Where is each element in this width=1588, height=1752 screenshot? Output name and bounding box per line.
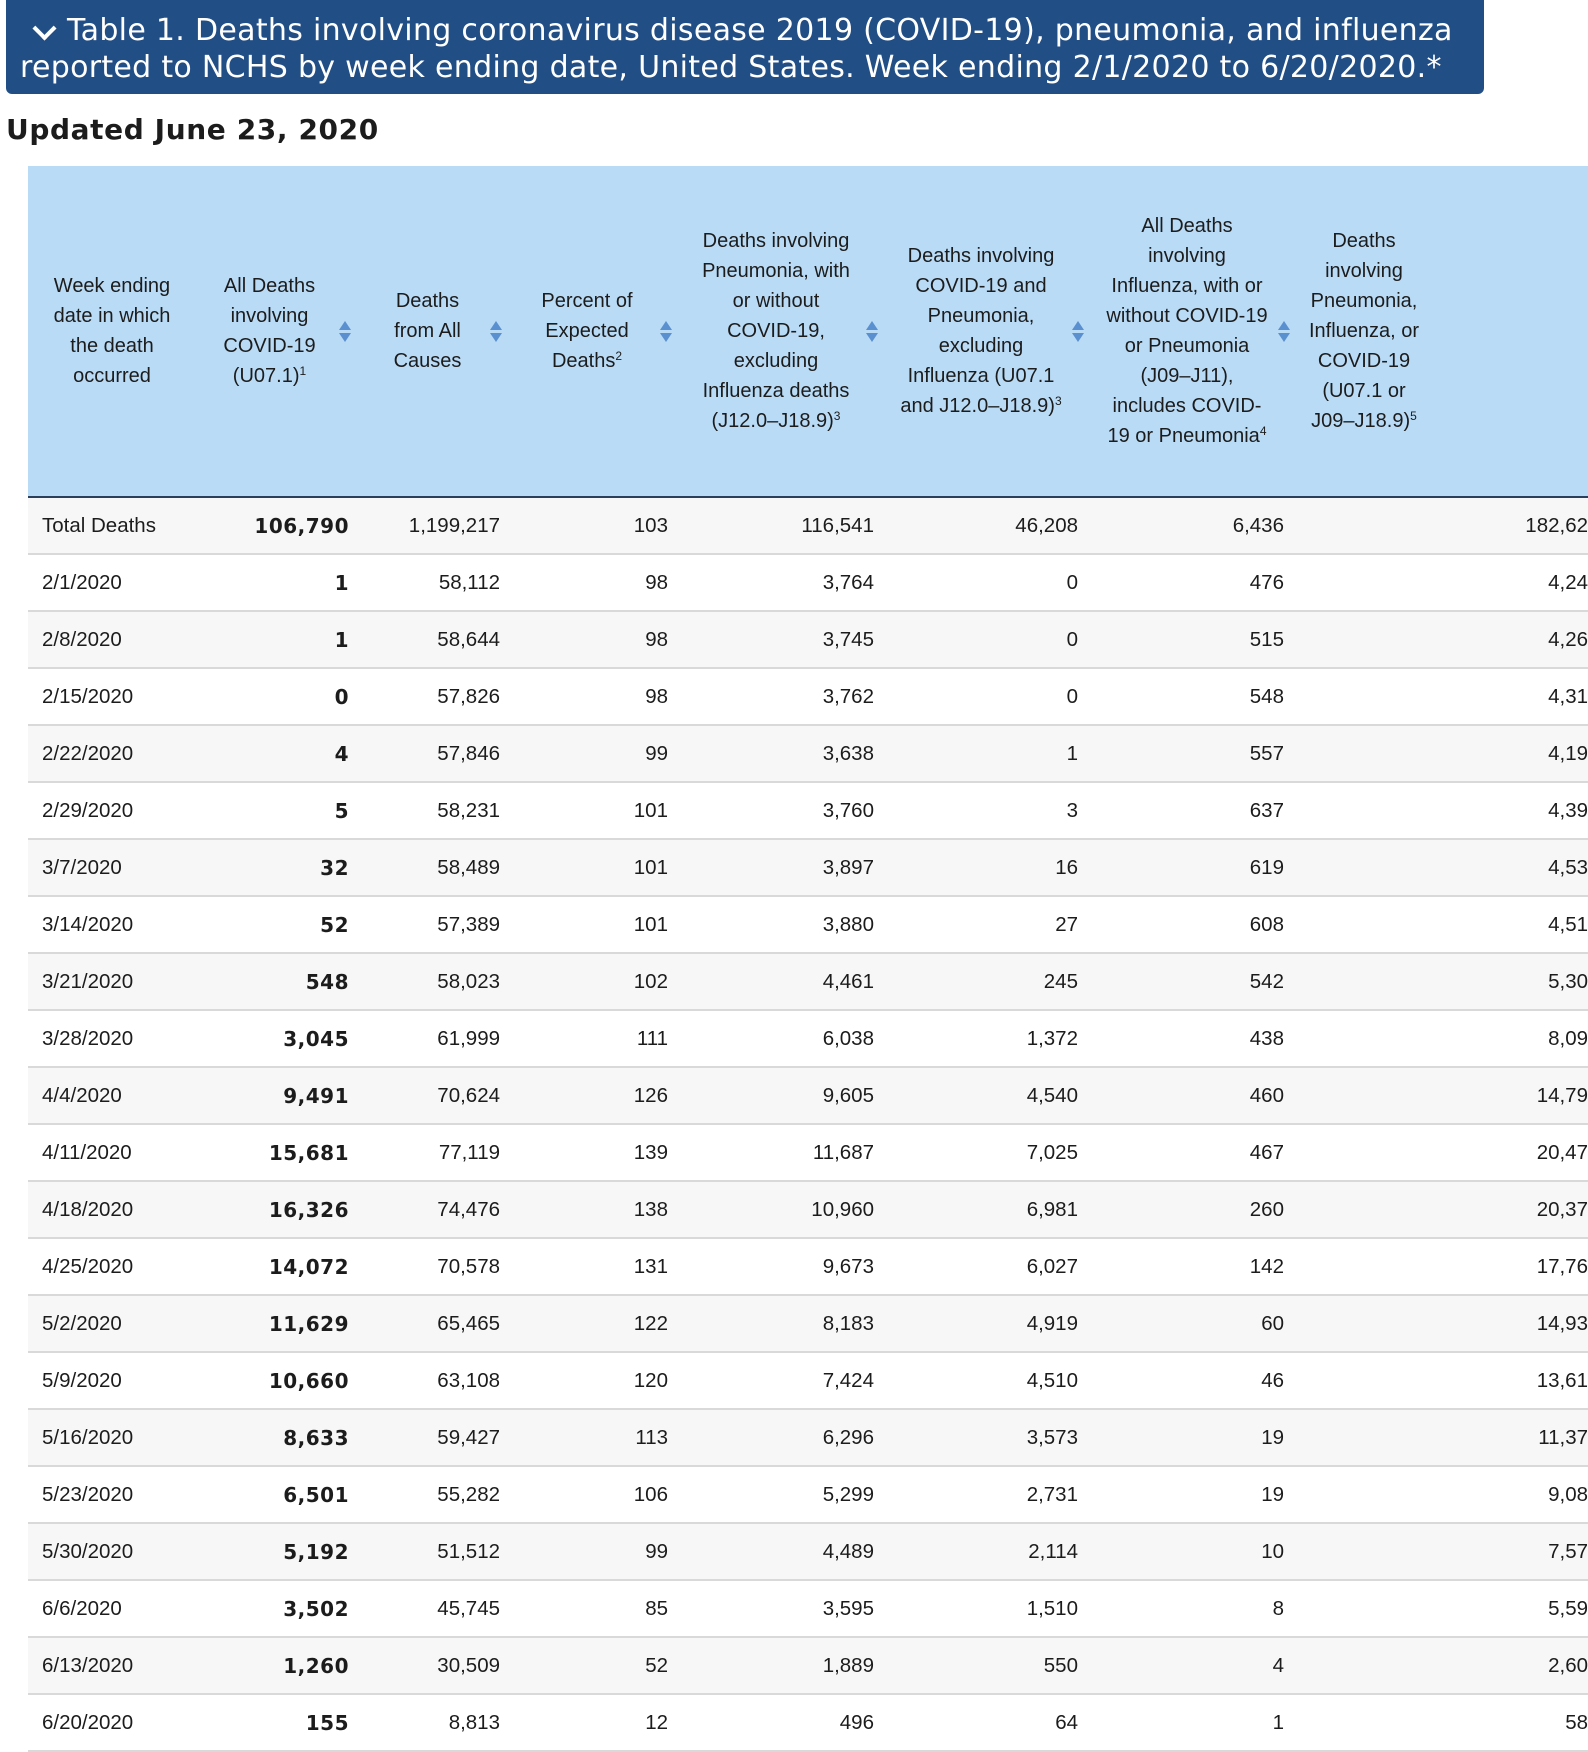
sort-arrows-icon[interactable]: [660, 321, 672, 342]
value-cell: 120: [502, 1352, 672, 1409]
value-cell: 637: [1084, 782, 1290, 839]
value-cell: 7,025: [878, 1124, 1084, 1181]
value-cell: 113: [502, 1409, 672, 1466]
value-cell: 70,624: [351, 1067, 502, 1124]
value-cell: 10,660: [190, 1352, 351, 1409]
value-cell: 0: [878, 611, 1084, 668]
value-cell: 19: [1084, 1466, 1290, 1523]
value-cell: 608: [1084, 896, 1290, 953]
value-cell: 3: [878, 782, 1084, 839]
value-cell: 1: [878, 725, 1084, 782]
value-cell: 65,465: [351, 1295, 502, 1352]
value-cell: 52: [502, 1637, 672, 1694]
value-cell: 11,629: [190, 1295, 351, 1352]
value-cell: 438: [1084, 1010, 1290, 1067]
data-table-container[interactable]: [28, 166, 1588, 1735]
footnote-marker: 2: [615, 349, 623, 363]
value-cell: 57,826: [351, 668, 502, 725]
column-header-pneumonia-deaths[interactable]: [672, 166, 878, 497]
value-cell: 3,897: [672, 839, 878, 896]
value-cell: 60: [1084, 1295, 1290, 1352]
table-row: [28, 1124, 1588, 1181]
column-header-all-causes[interactable]: [351, 166, 502, 497]
footnote-marker: 1: [299, 364, 307, 378]
table-row: [28, 1067, 1588, 1124]
value-cell: 8,813: [351, 1694, 502, 1751]
week-ending-cell: 4/11/2020: [28, 1124, 190, 1181]
value-cell: 13,61: [1290, 1352, 1588, 1409]
value-cell: 5,299: [672, 1466, 878, 1523]
column-header-covid-and-pneumonia[interactable]: [878, 166, 1084, 497]
week-ending-cell: 3/7/2020: [28, 839, 190, 896]
value-cell: 4,31: [1290, 668, 1588, 725]
table-row: [28, 1295, 1588, 1352]
week-ending-cell: 5/23/2020: [28, 1466, 190, 1523]
value-cell: 0: [878, 668, 1084, 725]
value-cell: 4,53: [1290, 839, 1588, 896]
sort-arrows-icon[interactable]: [490, 321, 502, 342]
value-cell: 4,461: [672, 953, 878, 1010]
column-header-percent-expected[interactable]: [502, 166, 672, 497]
value-cell: 1,260: [190, 1637, 351, 1694]
value-cell: 98: [502, 611, 672, 668]
week-ending-cell: 2/8/2020: [28, 611, 190, 668]
value-cell: 3,595: [672, 1580, 878, 1637]
footnote-marker: 5: [1410, 409, 1417, 423]
value-cell: 3,760: [672, 782, 878, 839]
week-ending-cell: 5/2/2020: [28, 1295, 190, 1352]
footnote-marker: 3: [833, 409, 841, 423]
value-cell: 103: [502, 497, 672, 554]
updated-date: Updated June 23, 2020: [6, 113, 379, 146]
value-cell: 3,573: [878, 1409, 1084, 1466]
value-cell: 4,39: [1290, 782, 1588, 839]
table-row: [28, 611, 1588, 668]
week-ending-cell: 4/25/2020: [28, 1238, 190, 1295]
value-cell: 142: [1084, 1238, 1290, 1295]
value-cell: 3,502: [190, 1580, 351, 1637]
value-cell: 46: [1084, 1352, 1290, 1409]
column-header-label: All Deaths involving Influenza, with or without COVID-19 or Pneumonia (J09–J11), includes COVID-19 or Pneumonia: [1106, 215, 1268, 447]
value-cell: 17,76: [1290, 1238, 1588, 1295]
value-cell: 460: [1084, 1067, 1290, 1124]
value-cell: 11,687: [672, 1124, 878, 1181]
value-cell: 101: [502, 782, 672, 839]
value-cell: 4,510: [878, 1352, 1084, 1409]
value-cell: 1,510: [878, 1580, 1084, 1637]
value-cell: 116,541: [672, 497, 878, 554]
value-cell: 619: [1084, 839, 1290, 896]
value-cell: 106,790: [190, 497, 351, 554]
sort-arrows-icon[interactable]: [1278, 321, 1290, 342]
value-cell: 4,489: [672, 1523, 878, 1580]
value-cell: 74,476: [351, 1181, 502, 1238]
value-cell: 102: [502, 953, 672, 1010]
column-header-label: Percent of Expected Deaths: [541, 290, 633, 372]
value-cell: 1,199,217: [351, 497, 502, 554]
value-cell: 548: [1084, 668, 1290, 725]
value-cell: 5,30: [1290, 953, 1588, 1010]
week-ending-cell: 5/16/2020: [28, 1409, 190, 1466]
value-cell: 1,889: [672, 1637, 878, 1694]
value-cell: 98: [502, 554, 672, 611]
value-cell: 155: [190, 1694, 351, 1751]
table-row: [28, 1409, 1588, 1466]
value-cell: 9,673: [672, 1238, 878, 1295]
value-cell: 496: [672, 1694, 878, 1751]
value-cell: 57,389: [351, 896, 502, 953]
value-cell: 3,762: [672, 668, 878, 725]
value-cell: 182,62: [1290, 497, 1588, 554]
week-ending-cell: 5/9/2020: [28, 1352, 190, 1409]
value-cell: 58,023: [351, 953, 502, 1010]
table-row: [28, 1466, 1588, 1523]
value-cell: 260: [1084, 1181, 1290, 1238]
value-cell: 557: [1084, 725, 1290, 782]
value-cell: 5,192: [190, 1523, 351, 1580]
value-cell: 52: [190, 896, 351, 953]
value-cell: 63,108: [351, 1352, 502, 1409]
week-ending-cell: 3/21/2020: [28, 953, 190, 1010]
value-cell: 14,072: [190, 1238, 351, 1295]
value-cell: 1: [1084, 1694, 1290, 1751]
value-cell: 77,119: [351, 1124, 502, 1181]
value-cell: 515: [1084, 611, 1290, 668]
table-body: [28, 497, 1588, 1751]
value-cell: 4,51: [1290, 896, 1588, 953]
table-row: [28, 1010, 1588, 1067]
table-row: [28, 839, 1588, 896]
value-cell: 1: [190, 611, 351, 668]
table-row: [28, 668, 1588, 725]
value-cell: 111: [502, 1010, 672, 1067]
value-cell: 138: [502, 1181, 672, 1238]
column-header-week-ending: [28, 166, 190, 497]
table-row: [28, 782, 1588, 839]
value-cell: 4: [190, 725, 351, 782]
footnote-marker: 4: [1259, 424, 1267, 438]
value-cell: 10,960: [672, 1181, 878, 1238]
table-row: [28, 1523, 1588, 1580]
chevron-down-icon[interactable]: [32, 16, 56, 40]
value-cell: 19: [1084, 1409, 1290, 1466]
column-header-label: Deaths involving Pneumonia, Influenza, or COVID-19 (U07.1 or J09–J18.9): [1308, 230, 1420, 432]
column-header-pneumonia-influenza-covid[interactable]: [1290, 166, 1588, 497]
value-cell: 3,764: [672, 554, 878, 611]
value-cell: 16: [878, 839, 1084, 896]
value-cell: 58: [1290, 1694, 1588, 1751]
value-cell: 101: [502, 896, 672, 953]
value-cell: 64: [878, 1694, 1084, 1751]
value-cell: 1: [190, 554, 351, 611]
week-ending-cell: 6/13/2020: [28, 1637, 190, 1694]
week-ending-cell: 6/20/2020: [28, 1694, 190, 1751]
table-row: [28, 896, 1588, 953]
value-cell: 99: [502, 1523, 672, 1580]
value-cell: 55,282: [351, 1466, 502, 1523]
value-cell: 8,633: [190, 1409, 351, 1466]
week-ending-cell: 2/15/2020: [28, 668, 190, 725]
value-cell: 4,540: [878, 1067, 1084, 1124]
value-cell: 20,37: [1290, 1181, 1588, 1238]
sort-arrows-icon[interactable]: [1072, 321, 1084, 342]
table-row: [28, 554, 1588, 611]
value-cell: 106: [502, 1466, 672, 1523]
value-cell: 20,47: [1290, 1124, 1588, 1181]
column-header-influenza-deaths[interactable]: [1084, 166, 1290, 497]
value-cell: 98: [502, 668, 672, 725]
value-cell: 6,296: [672, 1409, 878, 1466]
value-cell: 57,846: [351, 725, 502, 782]
value-cell: 6,436: [1084, 497, 1290, 554]
value-cell: 122: [502, 1295, 672, 1352]
value-cell: 14,79: [1290, 1067, 1588, 1124]
value-cell: 131: [502, 1238, 672, 1295]
week-ending-cell: 2/22/2020: [28, 725, 190, 782]
value-cell: 58,489: [351, 839, 502, 896]
value-cell: 8: [1084, 1580, 1290, 1637]
value-cell: 542: [1084, 953, 1290, 1010]
value-cell: 4,24: [1290, 554, 1588, 611]
sort-arrows-icon[interactable]: [866, 321, 878, 342]
value-cell: 550: [878, 1637, 1084, 1694]
value-cell: 1,372: [878, 1010, 1084, 1067]
week-ending-cell: 3/28/2020: [28, 1010, 190, 1067]
table-row: [28, 1181, 1588, 1238]
value-cell: 11,37: [1290, 1409, 1588, 1466]
column-header-label: Deaths from All Causes: [393, 290, 462, 372]
column-header-label: Week ending date in which the death occurred: [53, 275, 171, 387]
value-cell: 3,745: [672, 611, 878, 668]
value-cell: 0: [878, 554, 1084, 611]
table-row: [28, 1238, 1588, 1295]
table-row: [28, 725, 1588, 782]
value-cell: 58,231: [351, 782, 502, 839]
value-cell: 5: [190, 782, 351, 839]
week-ending-cell: 4/18/2020: [28, 1181, 190, 1238]
week-ending-cell: 2/1/2020: [28, 554, 190, 611]
value-cell: 5,59: [1290, 1580, 1588, 1637]
value-cell: 59,427: [351, 1409, 502, 1466]
table-row: [28, 1637, 1588, 1694]
week-ending-cell: 2/29/2020: [28, 782, 190, 839]
table-row: [28, 1352, 1588, 1409]
value-cell: 4,26: [1290, 611, 1588, 668]
table-title: Table 1. Deaths involving coronavirus disease 2019 (COVID-19), pneumonia, and influenza reported to NCHS by week ending date, United States. Week ending 2/1/2020 to 6/20/2020.*: [20, 13, 1453, 85]
value-cell: 4,919: [878, 1295, 1084, 1352]
sort-arrows-icon[interactable]: [339, 321, 351, 342]
value-cell: 6,501: [190, 1466, 351, 1523]
week-ending-cell: 5/30/2020: [28, 1523, 190, 1580]
table-row: [28, 1694, 1588, 1751]
table-title-banner[interactable]: [6, 0, 1484, 94]
week-ending-cell: Total Deaths: [28, 497, 190, 554]
value-cell: 30,509: [351, 1637, 502, 1694]
value-cell: 9,605: [672, 1067, 878, 1124]
header-row: [28, 166, 1588, 497]
value-cell: 7,424: [672, 1352, 878, 1409]
total-row: [28, 497, 1588, 554]
value-cell: 58,644: [351, 611, 502, 668]
value-cell: 6,981: [878, 1181, 1084, 1238]
value-cell: 58,112: [351, 554, 502, 611]
value-cell: 4: [1084, 1637, 1290, 1694]
value-cell: 2,60: [1290, 1637, 1588, 1694]
value-cell: 548: [190, 953, 351, 1010]
value-cell: 139: [502, 1124, 672, 1181]
value-cell: 467: [1084, 1124, 1290, 1181]
value-cell: 45,745: [351, 1580, 502, 1637]
week-ending-cell: 6/6/2020: [28, 1580, 190, 1637]
value-cell: 70,578: [351, 1238, 502, 1295]
value-cell: 15,681: [190, 1124, 351, 1181]
week-ending-cell: 3/14/2020: [28, 896, 190, 953]
week-ending-cell: 4/4/2020: [28, 1067, 190, 1124]
value-cell: 3,880: [672, 896, 878, 953]
value-cell: 10: [1084, 1523, 1290, 1580]
table-row: [28, 1580, 1588, 1637]
value-cell: 12: [502, 1694, 672, 1751]
value-cell: 3,638: [672, 725, 878, 782]
table-row: [28, 953, 1588, 1010]
data-table: [28, 166, 1588, 1752]
value-cell: 8,09: [1290, 1010, 1588, 1067]
value-cell: 2,114: [878, 1523, 1084, 1580]
value-cell: 6,038: [672, 1010, 878, 1067]
column-header-label: Deaths involving Pneumonia, with or without COVID-19, excluding Influenza deaths (J12.0–J18.9): [702, 230, 850, 432]
value-cell: 61,999: [351, 1010, 502, 1067]
column-header-covid-deaths[interactable]: [190, 166, 351, 497]
column-header-label: Deaths involving COVID-19 and Pneumonia, excluding Influenza (U07.1 and J12.0–J18.9): [900, 245, 1055, 417]
value-cell: 4,19: [1290, 725, 1588, 782]
value-cell: 85: [502, 1580, 672, 1637]
value-cell: 9,08: [1290, 1466, 1588, 1523]
footnote-marker: 3: [1054, 394, 1062, 408]
value-cell: 8,183: [672, 1295, 878, 1352]
column-header-label: All Deaths involving COVID-19 (U07.1): [223, 275, 316, 387]
value-cell: 99: [502, 725, 672, 782]
value-cell: 32: [190, 839, 351, 896]
value-cell: 101: [502, 839, 672, 896]
value-cell: 126: [502, 1067, 672, 1124]
value-cell: 245: [878, 953, 1084, 1010]
value-cell: 51,512: [351, 1523, 502, 1580]
value-cell: 2,731: [878, 1466, 1084, 1523]
value-cell: 46,208: [878, 497, 1084, 554]
value-cell: 14,93: [1290, 1295, 1588, 1352]
value-cell: 7,57: [1290, 1523, 1588, 1580]
value-cell: 16,326: [190, 1181, 351, 1238]
value-cell: 0: [190, 668, 351, 725]
value-cell: 6,027: [878, 1238, 1084, 1295]
value-cell: 27: [878, 896, 1084, 953]
value-cell: 3,045: [190, 1010, 351, 1067]
value-cell: 476: [1084, 554, 1290, 611]
value-cell: 9,491: [190, 1067, 351, 1124]
